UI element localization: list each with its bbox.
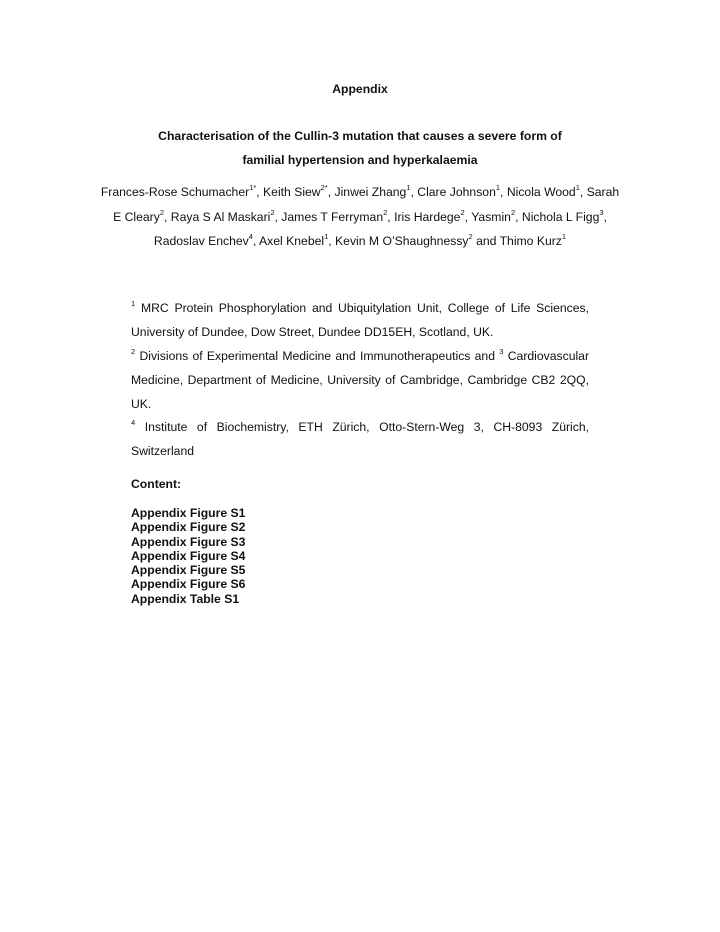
- appendix-heading: Appendix: [332, 82, 388, 96]
- author-name: Nicola Wood: [506, 185, 576, 199]
- contents-item: Appendix Figure S1: [131, 506, 246, 520]
- author-affiliation-marker: 2: [383, 207, 388, 217]
- contents-item: Appendix Figure S4: [131, 548, 246, 563]
- title-line-1: Characterisation of the Cullin-3 mutation that causes a severe form of: [158, 129, 562, 143]
- affiliation-1: [131, 296, 589, 344]
- author-affiliation-marker: 2: [510, 207, 516, 217]
- author-name: Iris Hardege: [394, 209, 461, 224]
- content-heading: Content:: [131, 477, 182, 491]
- paper-title: [60, 124, 660, 172]
- author-name: Axel Knebel: [259, 234, 325, 248]
- affiliation-2-3: [131, 344, 589, 416]
- author-affiliation-marker: 1: [561, 232, 567, 241]
- author-conjunction: and: [476, 234, 497, 248]
- affiliation-3-marker: 3: [499, 347, 504, 356]
- author-name: Nichola L Figg: [521, 209, 600, 224]
- author-affiliation-marker: 2: [460, 207, 465, 217]
- author-affiliation-marker: 1: [575, 183, 580, 192]
- author-name: Jinwei Zhang: [334, 185, 407, 199]
- author-affiliation-marker: 4: [248, 232, 253, 241]
- contents-item: Appendix Figure S2: [131, 520, 246, 535]
- author-list: Frances-Rose Schumacher$^{1*}$, Keith Siew$^{2*}$, Jinwei Zhang$^1$, Clare Johnson$^1$, Nicola Wood$^1$, Sarah E Cleary$^2$, Raya S Al Maskari$^2$, James T Ferryman$^2$, Iris Hardege$^2$, Yasmin$^2$, Nichola L Figg$^3$, Radoslav Enchev$^4$, Axel Knebel$^1$, Kevin M O’Shaughnessy$^2$ and Thimo Kurz$^1$: [100, 183, 620, 248]
- affiliation-2-marker: 2: [131, 347, 136, 356]
- affiliation-4-text: Institute of Biochemistry, ETH Zürich, Otto-Stern-Weg 3, CH-8093 Zürich, Switzerland: [131, 420, 590, 458]
- author-name: Sarah E Cleary: [113, 185, 620, 224]
- author-name: Thimo Kurz: [499, 234, 562, 248]
- author-name: James T Ferryman: [281, 209, 384, 224]
- author-name: Yasmin: [471, 209, 511, 224]
- contents-item: Appendix Figure S3: [131, 534, 246, 549]
- affiliation-1-text: MRC Protein Phosphorylation and Ubiquitylation Unit, College of Life Sciences, University of Dundee, Dow Street, Dundee DD15EH, Scotland, UK.: [131, 301, 590, 339]
- author-name: Radoslav Enchev: [153, 234, 249, 248]
- affiliation-3-text: Cardiovascular Medicine, Department of Medicine, University of Cambridge, Cambridge CB2 2QQ, UK.: [131, 349, 590, 411]
- author-name: Kevin M O’Shaughnessy: [335, 234, 469, 248]
- author-name: Raya S Al Maskari: [170, 209, 271, 224]
- author-name: Keith Siew: [263, 185, 321, 199]
- author-affiliation-marker: 1: [406, 183, 411, 192]
- contents-item: Appendix Table S1: [131, 591, 240, 606]
- author-affiliation-marker: 1: [495, 183, 501, 192]
- affiliation-4-marker: 4: [131, 418, 136, 427]
- author-affiliation-marker: 1*: [249, 183, 257, 192]
- author-affiliation-marker: 1: [324, 232, 329, 241]
- author-affiliation-marker: 2: [159, 207, 164, 217]
- contents-item: Appendix Figure S5: [131, 563, 246, 578]
- author-affiliation-marker: 3: [599, 207, 604, 217]
- title-line-2: familial hypertension and hyperkalaemia: [242, 153, 478, 167]
- contents-item: Appendix Figure S6: [131, 577, 246, 592]
- affiliation-4: [131, 415, 589, 463]
- author-affiliation-marker: 2*: [320, 183, 328, 192]
- contents-list: [131, 506, 245, 606]
- affiliation-1-marker: 1: [131, 299, 136, 308]
- author-name: Clare Johnson: [417, 185, 496, 199]
- author-name: Frances-Rose Schumacher: [100, 185, 250, 199]
- author-affiliation-marker: 2: [270, 207, 275, 217]
- affiliation-2-text: Divisions of Experimental Medicine and Immunotherapeutics and: [139, 349, 495, 363]
- author-affiliation-marker: 2: [468, 232, 473, 241]
